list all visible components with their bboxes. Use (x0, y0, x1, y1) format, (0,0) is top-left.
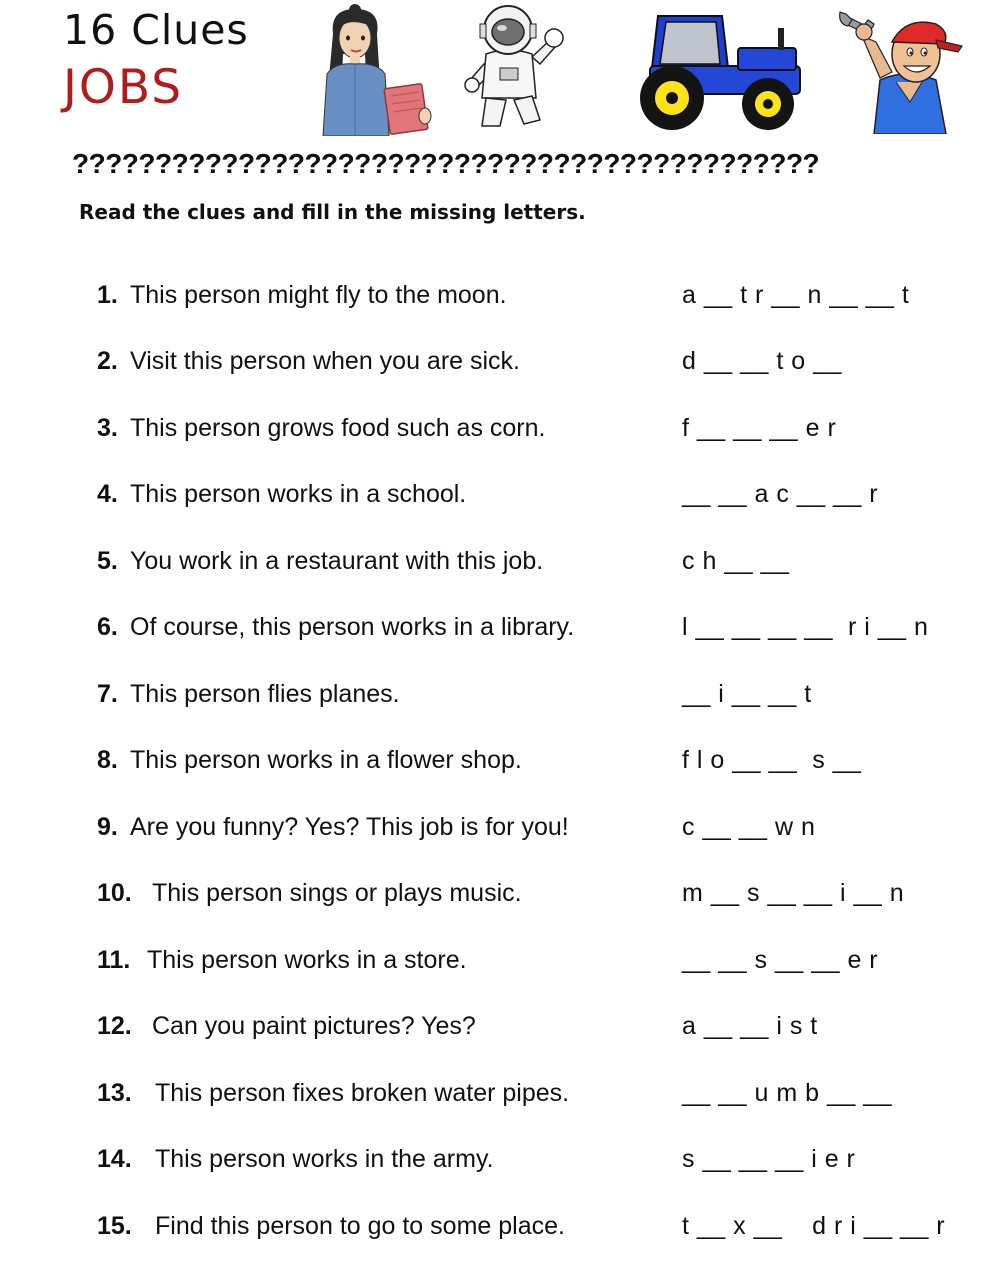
clue-text: Visit this person when you are sick. (130, 347, 521, 375)
answer-pattern[interactable]: c h __ __ (682, 547, 790, 575)
clue-text: This person flies planes. (130, 680, 400, 708)
clue-row (97, 1012, 987, 1046)
clue-text: Of course, this person works in a library. (130, 613, 575, 641)
clue-text: This person works in a school. (130, 480, 467, 508)
answer-pattern[interactable]: __ i __ __ t (682, 680, 812, 708)
clue-number: 9. (97, 813, 118, 841)
answer-pattern[interactable]: __ __ s __ __ e r (682, 946, 879, 974)
clue-number: 11. (97, 946, 131, 974)
clue-text: Are you funny? Yes? This job is for you! (130, 813, 569, 841)
clue-text: This person grows food such as corn. (130, 414, 546, 442)
clue-row (97, 813, 987, 847)
clue-number: 13. (97, 1079, 132, 1107)
clue-number: 7. (97, 680, 118, 708)
clue-text: This person fixes broken water pipes. (155, 1079, 570, 1107)
astronaut-illustration (462, 2, 577, 134)
clue-row (97, 1212, 987, 1246)
clue-text: This person sings or plays music. (152, 879, 522, 907)
clue-number: 3. (97, 414, 118, 442)
question-mark-divider: ????????????????????????????????????????????? (72, 148, 820, 179)
answer-pattern[interactable]: __ __ u m b __ __ (682, 1079, 893, 1107)
answer-pattern[interactable]: f l o __ __ s __ (682, 746, 862, 774)
clue-number: 1. (97, 281, 118, 309)
answer-pattern[interactable]: l __ __ __ __ r i __ n (682, 613, 929, 641)
worksheet-title: 16 Clues (63, 6, 249, 54)
clue-row (97, 547, 987, 581)
answer-pattern[interactable]: a __ __ i s t (682, 1012, 818, 1040)
clue-row (97, 680, 987, 714)
answer-pattern[interactable]: __ __ a c __ __ r (682, 480, 879, 508)
clue-row (97, 480, 987, 514)
clue-number: 6. (97, 613, 118, 641)
clue-row (97, 746, 987, 780)
answer-pattern[interactable]: m __ s __ __ i __ n (682, 879, 905, 907)
answer-pattern[interactable]: a __ t r __ n __ __ t (682, 281, 910, 309)
clue-row (97, 347, 987, 381)
answer-pattern[interactable]: c __ __ w n (682, 813, 816, 841)
clue-number: 5. (97, 547, 118, 575)
clue-row (97, 946, 987, 980)
clue-row (97, 1145, 987, 1179)
clue-number: 15. (97, 1212, 132, 1240)
clue-text: This person might fly to the moon. (130, 281, 507, 309)
worksheet-subtitle: JOBS (63, 60, 184, 115)
clue-number: 10. (97, 879, 132, 907)
clue-row (97, 414, 987, 448)
clue-row (97, 281, 987, 315)
clue-number: 4. (97, 480, 118, 508)
clue-text: This person works in the army. (155, 1145, 494, 1173)
instructions: Read the clues and fill in the missing letters. (79, 200, 586, 224)
clue-text: Can you paint pictures? Yes? (152, 1012, 476, 1040)
clue-text: This person works in a flower shop. (130, 746, 522, 774)
clue-text: This person works in a store. (147, 946, 467, 974)
clue-number: 8. (97, 746, 118, 774)
clue-row (97, 879, 987, 913)
clue-text: Find this person to go to some place. (155, 1212, 565, 1240)
answer-pattern[interactable]: f __ __ __ e r (682, 414, 837, 442)
answer-pattern[interactable]: t __ x __ d r i __ __ r (682, 1212, 946, 1240)
woman-with-folder-illustration (315, 4, 435, 136)
tractor-illustration (628, 8, 806, 132)
clue-number: 14. (97, 1145, 132, 1173)
answer-pattern[interactable]: d __ __ t o __ (682, 347, 842, 375)
clue-row (97, 1079, 987, 1113)
clue-number: 12. (97, 1012, 132, 1040)
mechanic-illustration (836, 2, 968, 134)
clue-text: You work in a restaurant with this job. (130, 547, 544, 575)
clue-row (97, 613, 987, 647)
clue-number: 2. (97, 347, 118, 375)
answer-pattern[interactable]: s __ __ __ i e r (682, 1145, 856, 1173)
